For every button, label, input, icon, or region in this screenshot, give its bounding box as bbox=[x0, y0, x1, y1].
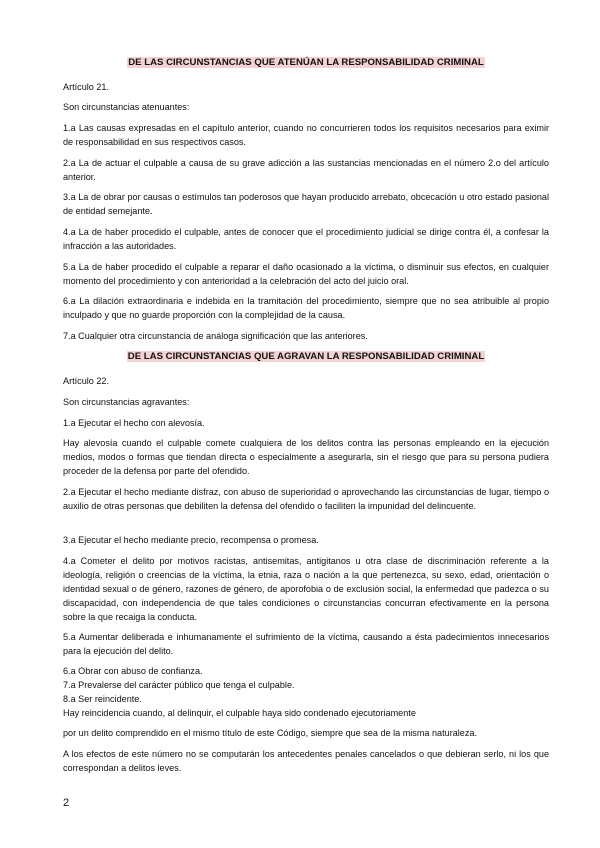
section-heading-aggravating: DE LAS CIRCUNSTANCIAS QUE AGRAVAN LA RESPONSABILIDAD CRIMINAL bbox=[127, 351, 485, 362]
aggravating-compact-item: 6.a Obrar con abuso de confianza. bbox=[63, 666, 203, 676]
attenuating-item: 7.a Cualquier otra circunstancia de análoga significación que las anteriores. bbox=[63, 331, 368, 341]
attenuating-item: 1.a Las causas expresadas en el capítulo anterior, cuando no concurrieren todos los requisitos necesarios para eximir de responsabilidad en sus respectivos casos. bbox=[63, 123, 549, 147]
aggravating-item: 1.a Ejecutar el hecho con alevosía. bbox=[63, 418, 205, 428]
page-number: 2 bbox=[63, 797, 70, 809]
aggravating-item: 3.a Ejecutar el hecho mediante precio, recompensa o promesa. bbox=[63, 535, 319, 545]
aggravating-closing-item: A los efectos de este número no se computarán los antecedentes penales cancelados o que debieran serlo, ni los que correspondan a delitos leves. bbox=[63, 749, 549, 773]
section-heading-attenuating: DE LAS CIRCUNSTANCIAS QUE ATENÚAN LA RESPONSABILIDAD CRIMINAL bbox=[128, 57, 484, 68]
aggravating-closing-item: por un delito comprendido en el mismo título de este Código, siempre que sea de la misma naturaleza. bbox=[63, 728, 477, 738]
aggravating-item: Hay alevosía cuando el culpable comete cualquiera de los delitos contra las personas empleando en la ejecución medios, modos o formas que tiendan directa o especialmente a asegurarla, sin el riesgo que para su persona pudiera proceder de la defensa por parte del ofendido. bbox=[63, 438, 549, 476]
attenuating-item: 2.a La de actuar el culpable a causa de su grave adicción a las sustancias mencionadas en el número 2.o del artículo anterior. bbox=[63, 158, 549, 182]
attenuating-item: 3.a La de obrar por causas o estímulos tan poderosos que hayan producido arrebato, obcecación u otro estado pasional de entidad semejante. bbox=[63, 192, 549, 216]
aggravating-item: 4.a Cometer el delito por motivos racistas, antisemitas, antigitanos u otra clase de discriminación referente a la ideología, religión o creencias de la víctima, la etnia, raza o nación a la que pertenezca, su sexo, edad, orientación o identidad sexual o de género, razones de género, de aporofobia o de exclusión social, la enfermedad que padezca o su discapacidad, con independencia de que tales condiciones o circunstancias concurran efectivamente en la persona sobre la que recaiga la conducta. bbox=[63, 556, 549, 622]
aggravating-compact-item: 8.a Ser reincidente. bbox=[63, 694, 142, 704]
aggravating-compact-item: Hay reincidencia cuando, al delinquir, el culpable haya sido condenado ejecutoriamente bbox=[63, 708, 416, 718]
aggravating-item: 5.a Aumentar deliberada e inhumanamente el sufrimiento de la víctima, causando a ésta padecimientos innecesarios para la ejecución del delito. bbox=[63, 632, 549, 656]
aggravating-intro: Son circunstancias agravantes: bbox=[63, 397, 190, 407]
attenuating-item: 5.a La de haber procedido el culpable a reparar el daño ocasionado a la víctima, o disminuir sus efectos, en cualquier momento del procedimiento y con anterioridad a la celebración del acto del juicio oral. bbox=[63, 262, 549, 286]
article-21-title: Artículo 21. bbox=[63, 82, 109, 92]
aggravating-compact-item: 7.a Prevalerse del carácter público que tenga el culpable. bbox=[63, 680, 295, 690]
attenuating-item: 6.a La dilación extraordinaria e indebida en la tramitación del procedimiento, siempre que no sea atribuible al propio inculpado y que no guarde proporción con la complejidad de la causa. bbox=[63, 296, 549, 320]
article-22-title: Artículo 22. bbox=[63, 376, 109, 386]
attenuating-intro: Son circunstancias atenuantes: bbox=[63, 102, 190, 112]
aggravating-item: 2.a Ejecutar el hecho mediante disfraz, con abuso de superioridad o aprovechando las circunstancias de lugar, tiempo o auxilio de otras personas que debiliten la defensa del ofendido o faciliten la impunidad del delincuente. bbox=[63, 487, 549, 511]
attenuating-item: 4.a La de haber procedido el culpable, antes de conocer que el procedimiento judicial se dirige contra él, a confesar la infracción a las autoridades. bbox=[63, 227, 549, 251]
